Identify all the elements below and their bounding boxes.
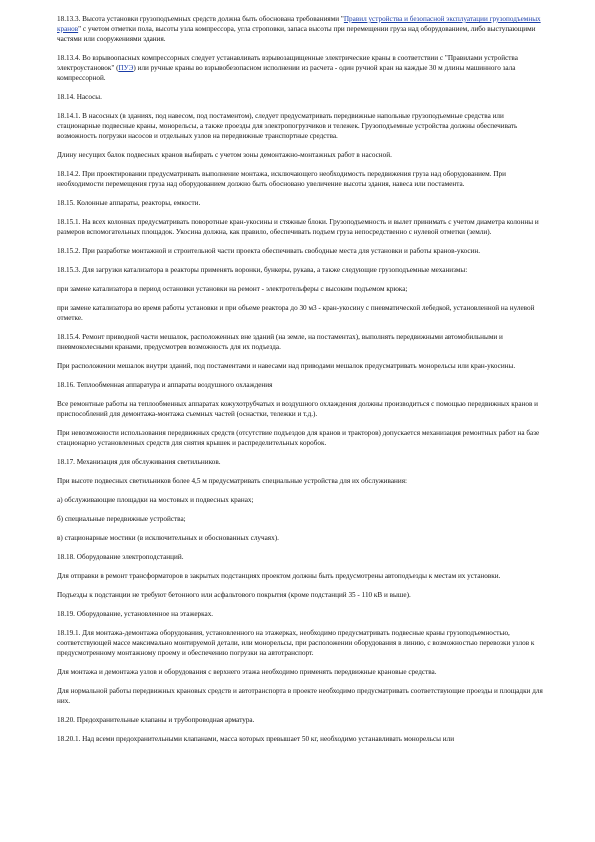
section-heading-18-15: 18.15. Колонные аппараты, реакторы, емкости. [57, 199, 201, 207]
paragraph-18-15-4: 18.15.4. Ремонт приводной части мешалок, расположенных вне зданий (на земле, на постаментах), выполнять передвижными автомобильными и пневмоколесными кранами, предусмотрев возможность для их подъезда. [57, 333, 503, 351]
section-heading-18-18: 18.18. Оборудование электроподстанций. [57, 553, 184, 561]
paragraph-18-14-2: 18.14.2. При проектировании предусматривать выполнение монтажа, исключающего необходимость передвижения груза над оборудованием. При необходимости перемещения груза над оборудованием должно быть обосновано увеличение высоты здания, навеса или постамента. [57, 170, 506, 188]
paragraph-18-20-1: 18.20.1. Над всеми предохранительными клапанами, масса которых превышает 50 кг, необходимо устанавливать монорельсы или [57, 735, 455, 743]
paragraph-text: 18.13.4. Во взрывоопасных компрессорных следует устанавливать взрывозащищенные электрические краны в соответствии с "Правилами устройства электроустановок" ( [57, 54, 518, 72]
paragraph-18-14-1: 18.14.1. В насосных (в зданиях, под навесом, под постаментом), следует предусматривать передвижные напольные грузоподъемные средства или стационарные подвесные краны, монорельсы, а также проезды для электропогрузчиков и тележек. Грузоподъемные устройства должны обеспечивать возможность погрузки насосов и отдельных узлов на передвижные транспортные средства. [57, 112, 518, 140]
paragraph-18-13-4 [57, 53, 543, 83]
section-heading-18-14: 18.14. Насосы. [57, 93, 102, 101]
paragraph-text: " с учетом отметки пола, высоты узла компрессора, угла строповки, запаса высоты при перемещении груза над оборудованием, либо выступающими частями или сооружениями здания. [57, 25, 536, 43]
list-item-b: б) специальные передвижные устройства; [57, 515, 186, 523]
paragraph-18-15-2: 18.15.2. При разработке монтажной и строительной части проекта обеспечивать свободные места для установки и работы кранов-укосин. [57, 247, 481, 255]
paragraph-transformers: Для отправки в ремонт трансформаторов в закрытых подстанциях проектом должны быть предусмотрены автоподъезды к местам их установки. [57, 572, 501, 580]
paragraph-catalyst-repair: при замене катализатора в период остановки установки на ремонт - электротельферы с высоким подъемом крюка; [57, 285, 408, 293]
paragraph-18-15-1: 18.15.1. На всех колоннах предусматривать поворотные кран-укосины и стяжные блоки. Грузоподъемность и вылет принимать с учетом диаметра колонны и размеров вспомогательных площадок. Укосина должна, как правило, обеспечивать подъем груза непосредственно с нулевой отметки (земли). [57, 218, 539, 236]
paragraph-driveways: Для нормальной работы передвижных крановых средств и автотранспорта в проекте необходимо предусматривать соответствующие проезды и площадки для них. [57, 687, 543, 705]
section-heading-18-20: 18.20. Предохранительные клапаны и трубопроводная арматура. [57, 716, 255, 724]
section-heading-18-19: 18.19. Оборудование, установленное на этажерках. [57, 610, 214, 618]
paragraph-18-19-1: 18.19.1. Для монтажа-демонтажа оборудования, установленного на этажерках, необходимо предусматривать подвесные краны грузоподъемностью, соответствующей массе максимально монтируемой детали, или монорельсы, при расположении оборудования в линию, с возможностью перевозки узлов к предусмотренному монтажному проему и обеспечению погрузки на автотранспорт. [57, 629, 535, 657]
paragraph-stationary-means: При невозможности использования передвижных средств (отсутствие подъездов для кранов и тракторов) допускается механизация ремонтных работ на базе стационарно установленных средств для снятия крышек и распределительных коробок. [57, 429, 540, 447]
paragraph-beam-length: Длину несущих балок подвесных кранов выбирать с учетом зоны демонтажно-монтажных работ в насосной. [57, 151, 392, 159]
paragraph-lamp-height: При высоте подвесных светильников более 4,5 м предусматривать специальные устройства для их обслуживания: [57, 477, 408, 485]
paragraph-catalyst-operation: при замене катализатора во время работы установки и при объеме реактора до 30 м3 - кран-укосину с пневматической лебедкой, установленной на нулевой отметке. [57, 304, 535, 322]
paragraph-text: ) или ручные краны во взрывобезопасном исполнении из расчета - один ручной кран на каждые 30 м длины машинного зала компрессорной. [57, 64, 516, 82]
paragraph-heat-exchangers: Все ремонтные работы на теплообменных аппаратах кожухотрубчатых и воздушного охлаждения должны производиться с помощью передвижных кранов и приспособлений для демонтажа-монтажа съемных частей (оснастки, тележки и т.д.). [57, 400, 538, 418]
paragraph-18-13-3 [57, 14, 543, 44]
list-item-a: а) обслуживающие площадки на мостовых и подвесных кранах; [57, 496, 254, 504]
section-heading-18-17: 18.17. Механизация для обслуживания светильников. [57, 458, 221, 466]
link-crane-rules[interactable]: Правил устройства и безопасной эксплуатации грузоподъемных кранов [57, 15, 541, 33]
paragraph-upper-floor: Для монтажа и демонтажа узлов и оборудования с верхнего этажа необходимо применять передвижные крановые средства. [57, 668, 437, 676]
paragraph-mixers-indoor: При расположении мешалок внутри зданий, под постаментами и навесами над приводами мешалок предусматривать монорельсы или кран-укосины. [57, 362, 516, 370]
section-heading-18-16: 18.16. Теплообменная аппаратура и аппараты воздушного охлаждения [57, 381, 273, 389]
paragraph-18-15-3: 18.15.3. Для загрузки катализатора в реакторы применять воронки, бункеры, рукава, а также следующие грузоподъемные механизмы: [57, 266, 468, 274]
paragraph-substation-access: Подъезды к подстанции не требуют бетонного или асфальтового покрытия (кроме подстанций 35 - 110 кВ и выше). [57, 591, 411, 599]
list-item-c: в) стационарные мостики (в исключительных и обоснованных случаях). [57, 534, 279, 542]
link-pue[interactable]: ПУЭ [118, 64, 134, 72]
paragraph-text: 18.13.3. Высота установки грузоподъемных средств должна быть обоснована требованиями " [57, 15, 344, 23]
document-page [57, 14, 543, 744]
